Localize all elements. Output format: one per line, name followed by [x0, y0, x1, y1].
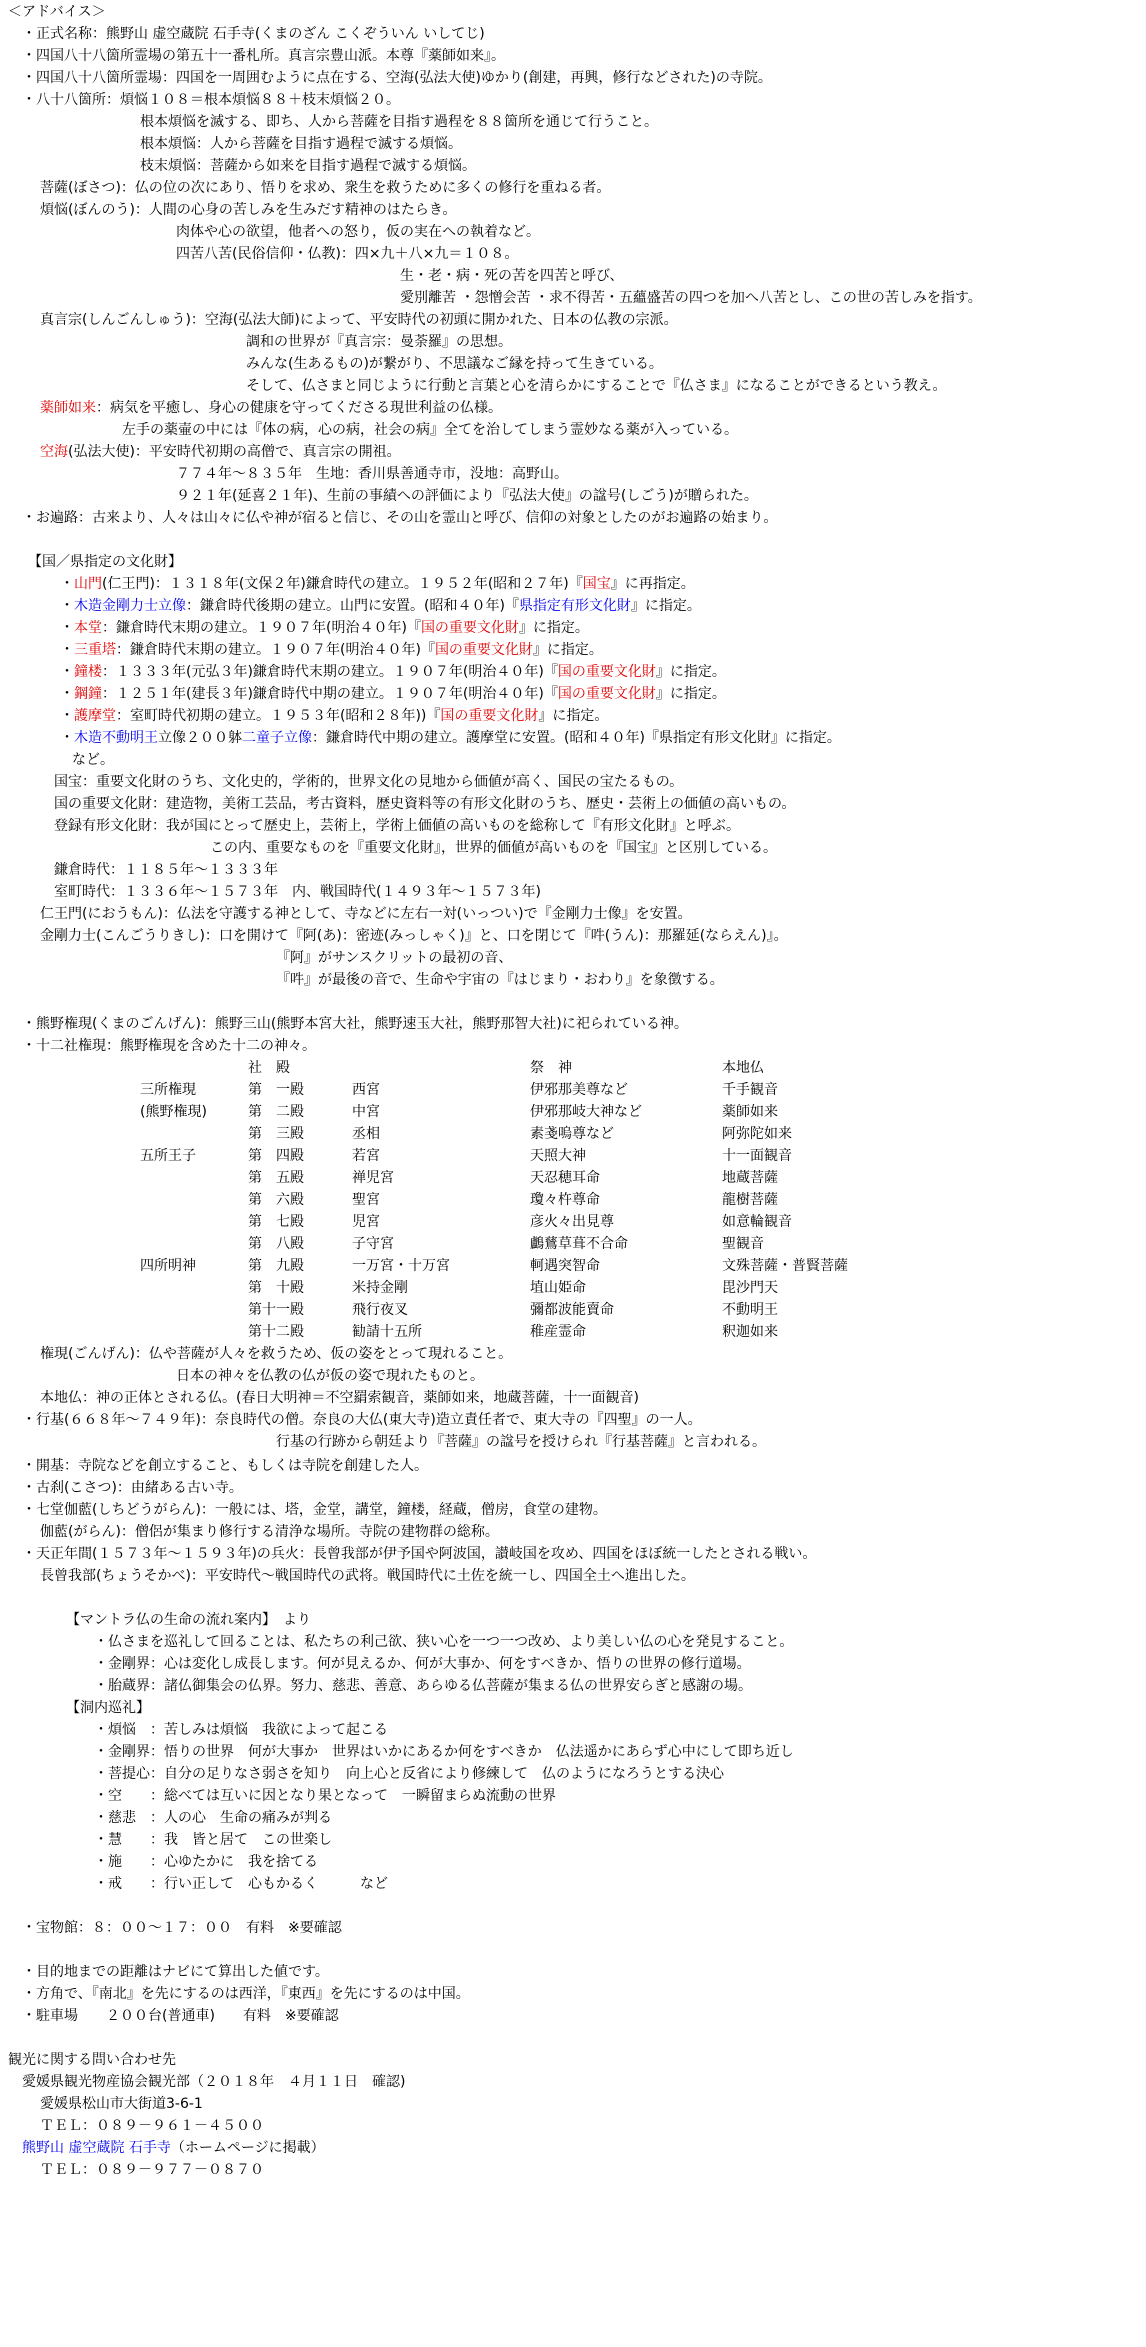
info-line: 国宝：重要文化財のうち、文化史的，学術的，世界文化の見地から価値が高く、国民の宝たるもの。 — [54, 774, 684, 790]
table-shrine-name: 禅児宮 — [352, 1170, 394, 1186]
cultural-desc: 』に指定。 — [538, 708, 609, 724]
info-line: ・駐車場 ２００台(普通車) 有料 ※要確認 — [22, 2008, 339, 2024]
cultural-name: 本堂 — [74, 620, 102, 636]
info-line: 『阿』がサンスクリットの最初の音、 — [276, 950, 513, 966]
table-deity: 天忍穂耳命 — [530, 1170, 600, 1186]
info-line: ・四国八十八箇所霊場：四国を一周囲むように点在する、空海(弘法大使)ゆかり(創建，再興，修行などされた)の寺院。 — [22, 70, 772, 86]
kukai-line — [40, 442, 401, 462]
info-line: 根本煩悩を滅する、即ち、人から菩薩を目指す過程を８８箇所を通じて行うこと。 — [140, 114, 658, 130]
table-shrine-number: 第 九殿 — [248, 1258, 304, 1274]
info-line: 菩薩(ぼさつ)：仏の位の次にあり、悟りを求め、衆生を救うために多くの修行を重ねる者。 — [40, 180, 611, 196]
info-line: 国の重要文化財：建造物，美術工芸品，考古資料，歴史資料等の有形文化財のうち、歴史・芸術上の価値の高いもの。 — [54, 796, 796, 812]
table-buddha: 地蔵菩薩 — [722, 1170, 778, 1186]
table-group: 四所明神 — [140, 1258, 196, 1274]
table-shrine-name: 飛行夜叉 — [352, 1302, 408, 1318]
cultural-desc: ：１２５１年(建長３年)鎌倉時代中期の建立。１９０７年(明治４０年)『 — [102, 686, 558, 702]
table-deity: 伊邪那岐大神など — [530, 1104, 642, 1120]
table-shrine-name: 児宮 — [352, 1214, 380, 1230]
cultural-desc: ：鎌倉時代後期の建立。山門に安置。(昭和４０年)『 — [186, 598, 519, 614]
temple-note: （ホームページに掲載） — [170, 2140, 325, 2156]
info-line: 本地仏：神の正体とされる仏。(春日大明神＝不空羂索観音，薬師如来，地蔵菩薩，十一面観音) — [40, 1390, 639, 1406]
info-line: ・目的地までの距離はナビにて算出した値です。 — [22, 1964, 329, 1980]
cultural-desc: 』に指定。 — [532, 642, 603, 658]
info-line: 真言宗(しんごんしゅう)：空海(弘法大師)によって、平安時代の初頭に開かれた、日本の仏教の宗派。 — [40, 312, 678, 328]
yakushi-line — [40, 398, 502, 418]
dokutsu-heading: 【洞内巡礼】 — [66, 1700, 150, 1716]
kukai-line2: ７７４年～８３５年 生地：香川県善通寺市，没地：高野山。 — [176, 466, 568, 482]
info-line: 愛別離苦 ・怨憎会苦 ・求不得苦・五蘊盛苦の四つを加へ八苦とし、この世の苦しみを指す。 — [400, 290, 982, 306]
table-group: 五所王子 — [140, 1148, 196, 1164]
info-line: 肉体や心の欲望，他者への怒り，仮の実在への執着など。 — [176, 224, 540, 240]
info-line: 『吽』が最後の音で、生命や宇宙の『はじまり・おわり』を象徴する。 — [276, 972, 724, 988]
contact-tel: ＴＥＬ：０８９－９６１－４５００ — [40, 2118, 264, 2134]
dokutsu-line: ・慈悲 ：人の心 生命の痛みが判る — [94, 1810, 332, 1826]
info-line: 伽藍(がらん)：僧侶が集まり修行する清浄な場所。寺院の建物群の総称。 — [40, 1524, 499, 1540]
info-line: ・行基(６６８年～７４９年)：奈良時代の僧。奈良の大仏(東大寺)造立責任者で、東大寺の『四聖』の一人。 — [22, 1412, 702, 1428]
gongen-line: ・熊野権現(くまのごんげん)：熊野三山(熊野本宮大社，熊野速玉大社，熊野那智大社)に祀られている神。 — [22, 1016, 688, 1032]
cultural-grade: 国の重要文化財 — [434, 642, 533, 658]
table-deity: 彦火々出見尊 — [530, 1214, 614, 1230]
table-buddha: 釈迦如来 — [722, 1324, 778, 1340]
table-shrine-number: 第 七殿 — [248, 1214, 304, 1230]
temple-homepage-link[interactable]: 熊野山 虚空蔵院 石手寺 — [22, 2140, 171, 2156]
cultural-desc: ：鎌倉時代末期の建立。１９０７年(明治４０年)『 — [102, 620, 421, 636]
mantra-line: ・仏さまを巡礼して回ることは、私たちの利己欲、狭い心を一つ一つ改め、より美しい仏の心を発見すること。 — [94, 1634, 794, 1650]
info-line: 枝末煩悩：菩薩から如来を目指す過程で滅する煩悩。 — [140, 158, 476, 174]
table-header: 本地仏 — [722, 1060, 764, 1076]
table-shrine-name: 勧請十五所 — [352, 1324, 422, 1340]
mantra-line: ・胎蔵界：諸仏御集会の仏界。努力、慈悲、善意、あらゆる仏菩薩が集まる仏の世界安らぎと感謝の場。 — [94, 1678, 752, 1694]
table-deity: 伊邪那美尊など — [530, 1082, 628, 1098]
cultural-desc: ：１３３３年(元弘３年)鎌倉時代末期の建立。１９０７年(明治４０年)『 — [102, 664, 558, 680]
temple-tel: ＴＥＬ：０８９－９７７－０８７０ — [40, 2162, 264, 2178]
cultural-grade: 国の重要文化財 — [420, 620, 519, 636]
cultural-heading: 【国／県指定の文化財】 — [28, 554, 182, 570]
dokutsu-line: ・金剛界：悟りの世界 何が大事か 世界はいかにあるか何をすべきか 仏法遥かにあらず心中にして即ち近し — [94, 1744, 794, 1760]
info-line: 根本煩悩：人から菩薩を目指す過程で滅する煩悩。 — [140, 136, 462, 152]
treasure-line: ・宝物館：８：００～１７：００ 有料 ※要確認 — [22, 1920, 342, 1936]
info-line: 煩悩(ぼんのう)：人間の心身の苦しみを生みだす精神のはたらき。 — [40, 202, 457, 218]
temple-contact — [22, 2138, 325, 2158]
cultural-item — [60, 684, 726, 704]
table-buddha: 龍樹菩薩 — [722, 1192, 778, 1208]
kukai-line3: ９２１年(延喜２１年)、生前の事績への評価により『弘法大使』の諡号(しごう)が贈られた。 — [176, 488, 758, 504]
cultural-desc: 』に指定。 — [655, 664, 726, 680]
yakushi-desc: ：病気を平癒し、身心の健康を守ってくださる現世利益の仏様。 — [96, 400, 502, 416]
table-shrine-number: 第十一殿 — [248, 1302, 304, 1318]
info-line: ・正式名称：熊野山 虚空蔵院 石手寺(くまのざん こくぞういん いしてじ) — [22, 26, 485, 42]
info-line: 四苦八苦(民俗信仰・仏教)：四×九＋八×九＝１０８。 — [176, 246, 519, 262]
mantra-heading: 【マントラ仏の生命の流れ案内】 より — [66, 1612, 311, 1628]
info-line: ・古刹(こさつ)：由緒ある古い寺。 — [22, 1480, 243, 1496]
table-buddha: 薬師如来 — [722, 1104, 778, 1120]
yakushi-line2: 左手の薬壷の中には『体の病，心の病，社会の病』全てを治してしまう霊妙なる薬が入っている。 — [122, 422, 738, 438]
table-shrine-number: 第 八殿 — [248, 1236, 304, 1252]
cultural-item — [60, 640, 603, 660]
cultural-item — [60, 618, 589, 638]
cultural-grade: 国の重要文化財 — [557, 686, 656, 702]
info-line: ・天正年間(１５７３年～１５９３年)の兵火：長曾我部が伊予国や阿波国，讃岐国を攻め、四国をほぼ統一したとされる戦い。 — [22, 1546, 817, 1562]
table-shrine-name: 中宮 — [352, 1104, 380, 1120]
bullet: ・ — [60, 598, 74, 614]
table-buddha: 阿弥陀如来 — [722, 1126, 792, 1142]
table-group: (熊野権現) — [140, 1104, 207, 1120]
table-deity: 埴山姫命 — [530, 1280, 586, 1296]
cultural-name: 三重塔 — [74, 642, 116, 658]
bullet: ・ — [60, 686, 74, 702]
table-shrine-number: 第 二殿 — [248, 1104, 304, 1120]
bullet: ・ — [60, 730, 74, 746]
table-deity: 彌都波能賣命 — [530, 1302, 614, 1318]
kukai-name: 空海 — [40, 444, 68, 460]
table-shrine-name: 丞相 — [352, 1126, 380, 1142]
table-deity: 軻遇突智命 — [530, 1258, 600, 1274]
gongen-line: ・十二社権現：熊野権現を含めた十二の神々。 — [22, 1038, 316, 1054]
table-shrine-number: 第十二殿 — [248, 1324, 304, 1340]
info-line: そして、仏さまと同じように行動と言葉と心を清らかにすることで『仏さま』になることができるという教え。 — [246, 378, 947, 394]
bullet: ・ — [60, 620, 74, 636]
table-header: 社 殿 — [248, 1060, 290, 1076]
cultural-desc: 』に再指定。 — [610, 576, 695, 592]
table-shrine-name: 若宮 — [352, 1148, 380, 1164]
table-shrine-number: 第 三殿 — [248, 1126, 304, 1142]
contact-org: 愛媛県観光物産協会観光部（２０１８年 ４月１１日 確認) — [22, 2074, 406, 2090]
cultural-item — [60, 706, 608, 726]
dokutsu-line: ・菩提心：自分の足りなさ弱さを知り 向上心と反省により修練して 仏のようになろうとする決心 — [94, 1766, 724, 1782]
cultural-name: 木造金剛力士立像 — [74, 598, 186, 614]
table-group: 三所権現 — [140, 1082, 196, 1098]
table-shrine-name: 聖宮 — [352, 1192, 380, 1208]
advice-title: ＜アドバイス＞ — [8, 4, 106, 20]
table-shrine-number: 第 十殿 — [248, 1280, 304, 1296]
info-line: 行基の行跡から朝廷より『菩薩』の諡号を授けられ『行基菩薩』と言われる。 — [276, 1434, 766, 1450]
info-line: 日本の神々を仏教の仏が仮の姿で現れたものと。 — [176, 1368, 484, 1384]
info-line: 鎌倉時代：１１８５年～１３３３年 — [54, 862, 278, 878]
info-line: この内、重要なものを『重要文化財』，世界的価値が高いものを『国宝』と区別している。 — [210, 840, 777, 856]
info-line: ・八十八箇所：煩悩１０８＝根本煩悩８８＋枝末煩悩２０。 — [22, 92, 400, 108]
cultural-grade: 国宝 — [582, 576, 611, 592]
table-buddha: 如意輪観音 — [722, 1214, 792, 1230]
cultural-desc: ：室町時代初期の建立。１９５３年(昭和２８年))『 — [116, 708, 441, 724]
bullet: ・ — [60, 642, 74, 658]
table-buddha: 千手観音 — [722, 1082, 778, 1098]
table-shrine-number: 第 六殿 — [248, 1192, 304, 1208]
cultural-name: 山門 — [74, 576, 102, 592]
cultural-desc: 』に指定。 — [630, 598, 701, 614]
contact-heading: 観光に関する問い合わせ先 — [8, 2052, 176, 2068]
info-line: みんな(生あるもの)が繋がり、不思議なご縁を持って生きている。 — [246, 356, 663, 372]
table-shrine-name: 一万宮・十万宮 — [352, 1258, 450, 1274]
yakushi-name: 薬師如来 — [40, 400, 96, 416]
bullet: ・ — [60, 576, 74, 592]
table-buddha: 不動明王 — [722, 1302, 778, 1318]
cultural-desc: ：鎌倉時代中期の建立。護摩堂に安置。(昭和４０年)『県指定有形文化財』に指定。 — [312, 730, 841, 746]
cultural-item — [60, 574, 695, 594]
cultural-name: 護摩堂 — [74, 708, 116, 724]
info-line: 室町時代：１３３６年～１５７３年 内、戦国時代(１４９３年～１５７３年) — [54, 884, 541, 900]
table-header: 祭 神 — [530, 1060, 572, 1076]
dokutsu-line: ・慧 ：我 皆と居て この世楽し — [94, 1832, 332, 1848]
cultural-desc: 』に指定。 — [655, 686, 726, 702]
info-line: 権現(ごんげん)：仏や菩薩が人々を救うため、仮の姿をとって現れること。 — [40, 1346, 513, 1362]
table-buddha: 毘沙門天 — [722, 1280, 778, 1296]
table-buddha: 聖観音 — [722, 1236, 764, 1252]
table-buddha: 十一面観音 — [722, 1148, 792, 1164]
info-line: ・方角で、『南北』を先にするのは西洋，『東西』を先にするのは中国。 — [22, 1986, 470, 2002]
cultural-item — [60, 596, 701, 616]
cultural-grade: 県指定有形文化財 — [518, 598, 631, 614]
info-line: 登録有形文化財：我が国にとって歴史上，芸術上，学術上価値の高いものを総称して『有形文化財』と呼ぶ。 — [54, 818, 740, 834]
kukai-desc: (弘法大使)：平安時代初期の高僧で、真言宗の開祖。 — [68, 444, 401, 460]
table-shrine-number: 第 一殿 — [248, 1082, 304, 1098]
info-line: ・七堂伽藍(しちどうがらん)：一般には、塔，金堂，講堂，鐘楼，経蔵，僧房，食堂の建物。 — [22, 1502, 607, 1518]
info-line: 生・老・病・死の苦を四苦と呼び、 — [400, 268, 624, 284]
cultural-name: 鐘楼 — [74, 664, 102, 680]
cultural-desc: ：鎌倉時代末期の建立。１９０７年(明治４０年)『 — [116, 642, 435, 658]
cultural-grade: 国の重要文化財 — [557, 664, 656, 680]
table-deity: 素戔嗚尊など — [530, 1126, 614, 1142]
info-line: 調和の世界が『真言宗：曼荼羅』の思想。 — [246, 334, 512, 350]
bullet: ・ — [60, 708, 74, 724]
table-deity: 鸕鶿草葺不合命 — [530, 1236, 628, 1252]
dokutsu-line: ・空 ：総べては互いに因となり果となって 一瞬留まらぬ流動の世界 — [94, 1788, 556, 1804]
table-shrine-name: 米持金剛 — [352, 1280, 408, 1296]
mantra-line: ・金剛界：心は変化し成長します。何が見えるか、何が大事か、何をすべきか、悟りの世界の修行道場。 — [94, 1656, 751, 1672]
dokutsu-line: ・戒 ：行い正して 心もかるく など — [94, 1876, 388, 1892]
info-line: ・開基：寺院などを創立すること、もしくは寺院を創建した人。 — [22, 1458, 428, 1474]
cultural-grade: 国の重要文化財 — [440, 708, 539, 724]
info-line: 仁王門(におうもん)：仏法を守護する神として、寺などに左右一対(いっつい)で『金剛力士像』を安置。 — [40, 906, 692, 922]
cultural-item — [60, 662, 726, 682]
info-line: 長曾我部(ちょうそかべ)：平安時代～戦国時代の武将。戦国時代に土佐を統一し、四国全土へ進出した。 — [40, 1568, 695, 1584]
cultural-name: 木造不動明王 — [74, 730, 158, 746]
table-deity: 稚産霊命 — [530, 1324, 586, 1340]
dokutsu-line: ・施 ：心ゆたかに 我を捨てる — [94, 1854, 318, 1870]
table-deity: 天照大神 — [530, 1148, 586, 1164]
cultural-desc: 立像２００躰 — [158, 730, 242, 746]
cultural-name-2: 二童子立像 — [242, 730, 312, 746]
cultural-desc: 』に指定。 — [518, 620, 589, 636]
dokutsu-line: ・煩悩 ：苦しみは煩悩 我欲によって起こる — [94, 1722, 388, 1738]
cultural-name: 鋼鐘 — [74, 686, 102, 702]
cultural-nado: など。 — [72, 752, 114, 768]
table-shrine-number: 第 五殿 — [248, 1170, 304, 1186]
table-shrine-name: 子守宮 — [352, 1236, 394, 1252]
table-shrine-name: 西宮 — [352, 1082, 380, 1098]
bullet: ・ — [60, 664, 74, 680]
info-line: 金剛力士(こんごうりきし)：口を開けて『阿(あ)：密迹(みっしゃく)』と、口を閉じて『吽(うん)：那羅延(ならえん)』。 — [40, 928, 788, 944]
cultural-desc: (仁王門)：１３１８年(文保２年)鎌倉時代の建立。１９５２年(昭和２７年)『 — [102, 576, 583, 592]
contact-address: 愛媛県松山市大街道3-6-1 — [40, 2096, 203, 2112]
table-buddha: 文殊菩薩・普賢菩薩 — [722, 1258, 848, 1274]
info-line: ・四国八十八箇所霊場の第五十一番札所。真言宗豊山派。本尊『薬師如来』。 — [22, 48, 505, 64]
table-deity: 瓊々杵尊命 — [530, 1192, 600, 1208]
table-shrine-number: 第 四殿 — [248, 1148, 304, 1164]
cultural-item — [60, 728, 841, 748]
ohenro-line: ・お遍路：古来より、人々は山々に仏や神が宿ると信じ、その山を霊山と呼び、信仰の対象としたのがお遍路の始まり。 — [22, 510, 778, 526]
